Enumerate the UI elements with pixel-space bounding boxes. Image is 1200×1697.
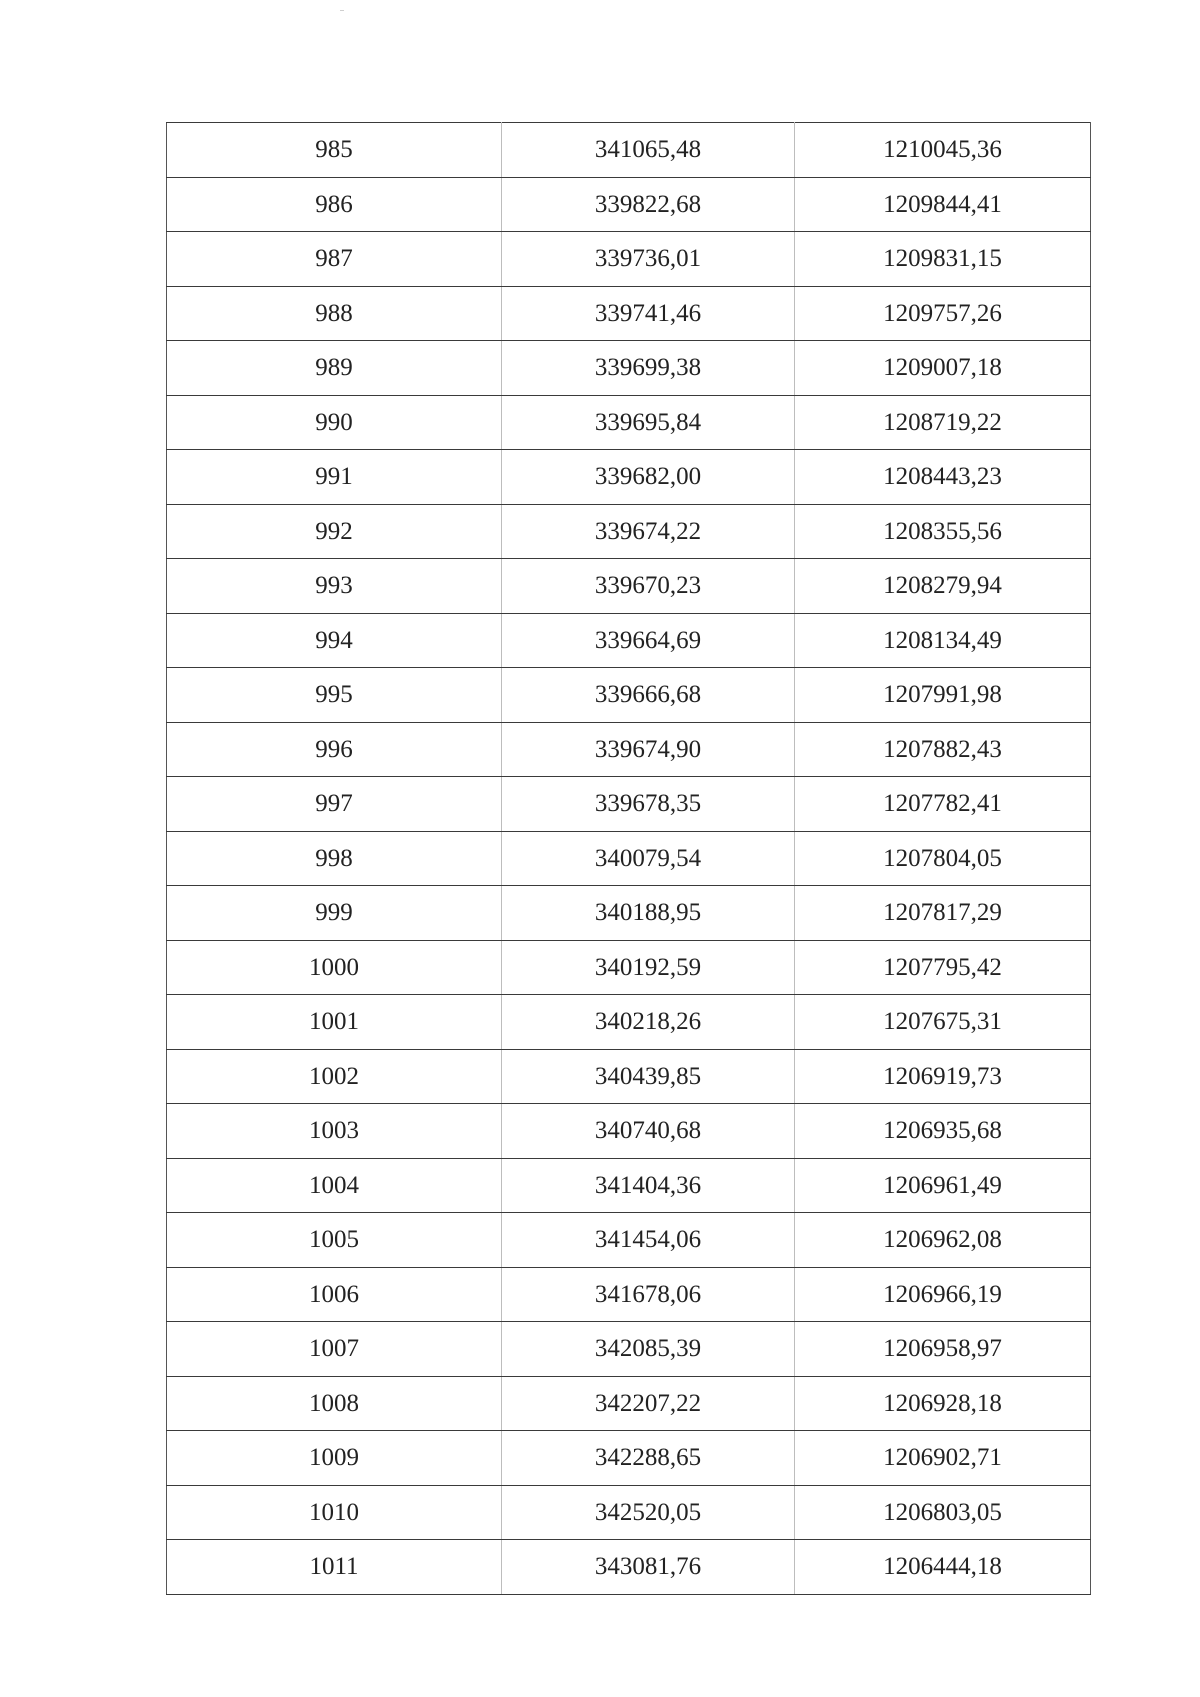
table-row <box>167 232 1091 287</box>
y-coordinate-cell: 1206919,73 <box>795 1049 1091 1104</box>
point-number-cell: 1006 <box>167 1267 502 1322</box>
scan-speck <box>340 10 344 11</box>
table-row <box>167 1431 1091 1486</box>
point-number-cell: 1011 <box>167 1540 502 1595</box>
point-number-cell: 1007 <box>167 1322 502 1377</box>
y-coordinate-cell: 1207817,29 <box>795 886 1091 941</box>
x-coordinate-cell: 342085,39 <box>502 1322 795 1377</box>
point-number-cell: 998 <box>167 831 502 886</box>
table-row <box>167 1267 1091 1322</box>
point-number-cell: 996 <box>167 722 502 777</box>
table-row <box>167 395 1091 450</box>
point-number-cell: 994 <box>167 613 502 668</box>
point-number-cell: 997 <box>167 777 502 832</box>
table-row <box>167 940 1091 995</box>
x-coordinate-cell: 341065,48 <box>502 123 795 178</box>
x-coordinate-cell: 340079,54 <box>502 831 795 886</box>
x-coordinate-cell: 339822,68 <box>502 177 795 232</box>
y-coordinate-cell: 1210045,36 <box>795 123 1091 178</box>
x-coordinate-cell: 341404,36 <box>502 1158 795 1213</box>
point-number-cell: 1008 <box>167 1376 502 1431</box>
table-row <box>167 1049 1091 1104</box>
point-number-cell: 995 <box>167 668 502 723</box>
y-coordinate-cell: 1206444,18 <box>795 1540 1091 1595</box>
x-coordinate-cell: 339674,90 <box>502 722 795 777</box>
x-coordinate-cell: 340218,26 <box>502 995 795 1050</box>
x-coordinate-cell: 342207,22 <box>502 1376 795 1431</box>
point-number-cell: 989 <box>167 341 502 396</box>
table-row <box>167 722 1091 777</box>
table-row <box>167 1376 1091 1431</box>
x-coordinate-cell: 340439,85 <box>502 1049 795 1104</box>
table-row <box>167 777 1091 832</box>
table-row <box>167 1158 1091 1213</box>
table-row <box>167 559 1091 614</box>
y-coordinate-cell: 1206803,05 <box>795 1485 1091 1540</box>
table-row <box>167 831 1091 886</box>
table-row <box>167 123 1091 178</box>
x-coordinate-cell: 339741,46 <box>502 286 795 341</box>
point-number-cell: 1005 <box>167 1213 502 1268</box>
point-number-cell: 1002 <box>167 1049 502 1104</box>
table-row <box>167 1213 1091 1268</box>
point-number-cell: 1009 <box>167 1431 502 1486</box>
x-coordinate-cell: 343081,76 <box>502 1540 795 1595</box>
x-coordinate-cell: 339674,22 <box>502 504 795 559</box>
point-number-cell: 1001 <box>167 995 502 1050</box>
x-coordinate-cell: 339736,01 <box>502 232 795 287</box>
table-row <box>167 613 1091 668</box>
y-coordinate-cell: 1208355,56 <box>795 504 1091 559</box>
table-row <box>167 504 1091 559</box>
x-coordinate-cell: 339699,38 <box>502 341 795 396</box>
y-coordinate-cell: 1206962,08 <box>795 1213 1091 1268</box>
table-row <box>167 450 1091 505</box>
point-number-cell: 1010 <box>167 1485 502 1540</box>
y-coordinate-cell: 1206935,68 <box>795 1104 1091 1159</box>
x-coordinate-cell: 339678,35 <box>502 777 795 832</box>
x-coordinate-cell: 339682,00 <box>502 450 795 505</box>
point-number-cell: 999 <box>167 886 502 941</box>
point-number-cell: 1000 <box>167 940 502 995</box>
x-coordinate-cell: 340188,95 <box>502 886 795 941</box>
table-row <box>167 668 1091 723</box>
point-number-cell: 991 <box>167 450 502 505</box>
point-number-cell: 1004 <box>167 1158 502 1213</box>
x-coordinate-cell: 339695,84 <box>502 395 795 450</box>
point-number-cell: 990 <box>167 395 502 450</box>
point-number-cell: 986 <box>167 177 502 232</box>
y-coordinate-cell: 1207675,31 <box>795 995 1091 1050</box>
y-coordinate-cell: 1208719,22 <box>795 395 1091 450</box>
coordinates-table <box>166 122 1091 1595</box>
table-row <box>167 995 1091 1050</box>
table-row <box>167 341 1091 396</box>
y-coordinate-cell: 1207795,42 <box>795 940 1091 995</box>
table-row <box>167 177 1091 232</box>
y-coordinate-cell: 1206961,49 <box>795 1158 1091 1213</box>
point-number-cell: 985 <box>167 123 502 178</box>
y-coordinate-cell: 1208443,23 <box>795 450 1091 505</box>
y-coordinate-cell: 1209757,26 <box>795 286 1091 341</box>
point-number-cell: 993 <box>167 559 502 614</box>
y-coordinate-cell: 1207782,41 <box>795 777 1091 832</box>
table-row <box>167 1485 1091 1540</box>
table-row <box>167 1104 1091 1159</box>
x-coordinate-cell: 341678,06 <box>502 1267 795 1322</box>
x-coordinate-cell: 339670,23 <box>502 559 795 614</box>
x-coordinate-cell: 339664,69 <box>502 613 795 668</box>
y-coordinate-cell: 1207804,05 <box>795 831 1091 886</box>
point-number-cell: 1003 <box>167 1104 502 1159</box>
y-coordinate-cell: 1209844,41 <box>795 177 1091 232</box>
y-coordinate-cell: 1206958,97 <box>795 1322 1091 1377</box>
x-coordinate-cell: 342520,05 <box>502 1485 795 1540</box>
y-coordinate-cell: 1209007,18 <box>795 341 1091 396</box>
y-coordinate-cell: 1207882,43 <box>795 722 1091 777</box>
point-number-cell: 988 <box>167 286 502 341</box>
point-number-cell: 987 <box>167 232 502 287</box>
x-coordinate-cell: 341454,06 <box>502 1213 795 1268</box>
y-coordinate-cell: 1206928,18 <box>795 1376 1091 1431</box>
y-coordinate-cell: 1206902,71 <box>795 1431 1091 1486</box>
y-coordinate-cell: 1209831,15 <box>795 232 1091 287</box>
table-row <box>167 886 1091 941</box>
y-coordinate-cell: 1206966,19 <box>795 1267 1091 1322</box>
table-row <box>167 286 1091 341</box>
table-row <box>167 1540 1091 1595</box>
x-coordinate-cell: 340740,68 <box>502 1104 795 1159</box>
x-coordinate-cell: 339666,68 <box>502 668 795 723</box>
y-coordinate-cell: 1208134,49 <box>795 613 1091 668</box>
x-coordinate-cell: 342288,65 <box>502 1431 795 1486</box>
y-coordinate-cell: 1208279,94 <box>795 559 1091 614</box>
table-row <box>167 1322 1091 1377</box>
y-coordinate-cell: 1207991,98 <box>795 668 1091 723</box>
x-coordinate-cell: 340192,59 <box>502 940 795 995</box>
point-number-cell: 992 <box>167 504 502 559</box>
coordinates-table-body <box>167 123 1091 1595</box>
